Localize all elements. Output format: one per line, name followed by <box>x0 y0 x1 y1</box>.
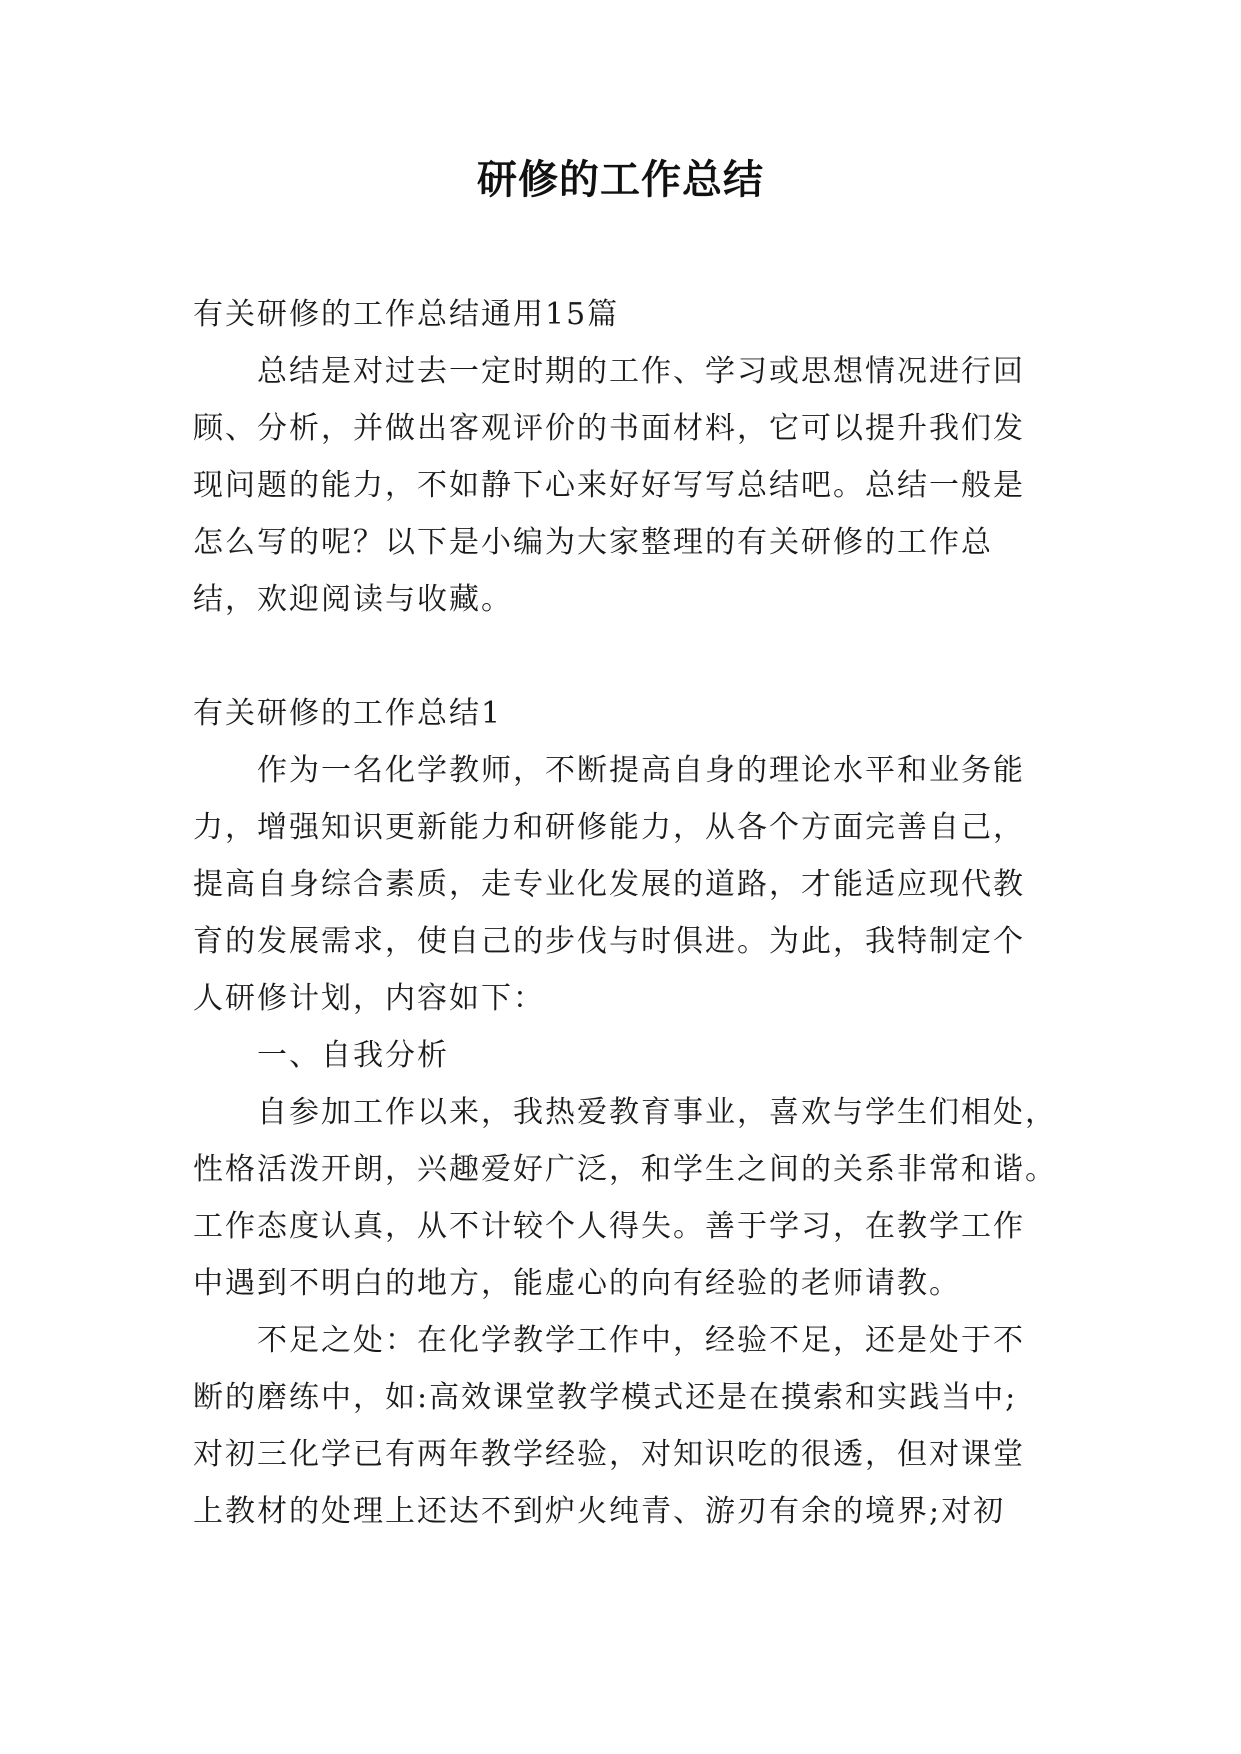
document-body <box>193 286 1068 1540</box>
weakness-line: 上教材的处理上还达不到炉火纯青、游刃有余的境界;对初 <box>193 1494 1006 1529</box>
heading-self-analysis: 一、自我分析 <box>257 1038 449 1073</box>
section-line: 力，增强知识更新能力和研修能力，从各个方面完善自己， <box>193 810 1025 845</box>
section-title: 有关研修的工作总结1 <box>193 696 503 731</box>
weakness-line: 断的磨练中，如:高效课堂教学模式还是在摸索和实践当中; <box>193 1380 1018 1415</box>
section-line: 提高自身综合素质，走专业化发展的道路，才能适应现代教 <box>193 867 1025 902</box>
document-title: 研修的工作总结 <box>477 157 764 203</box>
analysis-line: 自参加工作以来，我热爱教育事业，喜欢与学生们相处， <box>257 1095 1057 1130</box>
weakness-line: 不足之处：在化学教学工作中，经验不足，还是处于不 <box>257 1323 1025 1358</box>
section-line: 育的发展需求，使自己的步伐与时俱进。为此，我特制定个 <box>193 924 1025 959</box>
section-line: 人研修计划，内容如下： <box>193 981 545 1016</box>
intro-line: 结，欢迎阅读与收藏。 <box>193 582 513 617</box>
analysis-line: 性格活泼开朗，兴趣爱好广泛，和学生之间的关系非常和谐。 <box>193 1152 1057 1187</box>
intro-line: 顾、分析，并做出客观评价的书面材料，它可以提升我们发 <box>193 411 1025 446</box>
analysis-line: 工作态度认真，从不计较个人得失。善于学习，在教学工作 <box>193 1209 1025 1244</box>
intro-line: 现问题的能力，不如静下心来好好写写总结吧。总结一般是 <box>193 468 1025 503</box>
section-line: 作为一名化学教师，不断提高自身的理论水平和业务能 <box>257 753 1025 788</box>
paragraph-gap <box>193 628 1068 685</box>
document-subtitle: 有关研修的工作总结通用15篇 <box>193 297 620 332</box>
analysis-line: 中遇到不明白的地方，能虚心的向有经验的老师请教。 <box>193 1266 961 1301</box>
intro-line: 怎么写的呢？以下是小编为大家整理的有关研修的工作总 <box>193 525 993 560</box>
weakness-line: 对初三化学已有两年教学经验，对知识吃的很透，但对课堂 <box>193 1437 1025 1472</box>
intro-line: 总结是对过去一定时期的工作、学习或思想情况进行回 <box>257 354 1025 389</box>
